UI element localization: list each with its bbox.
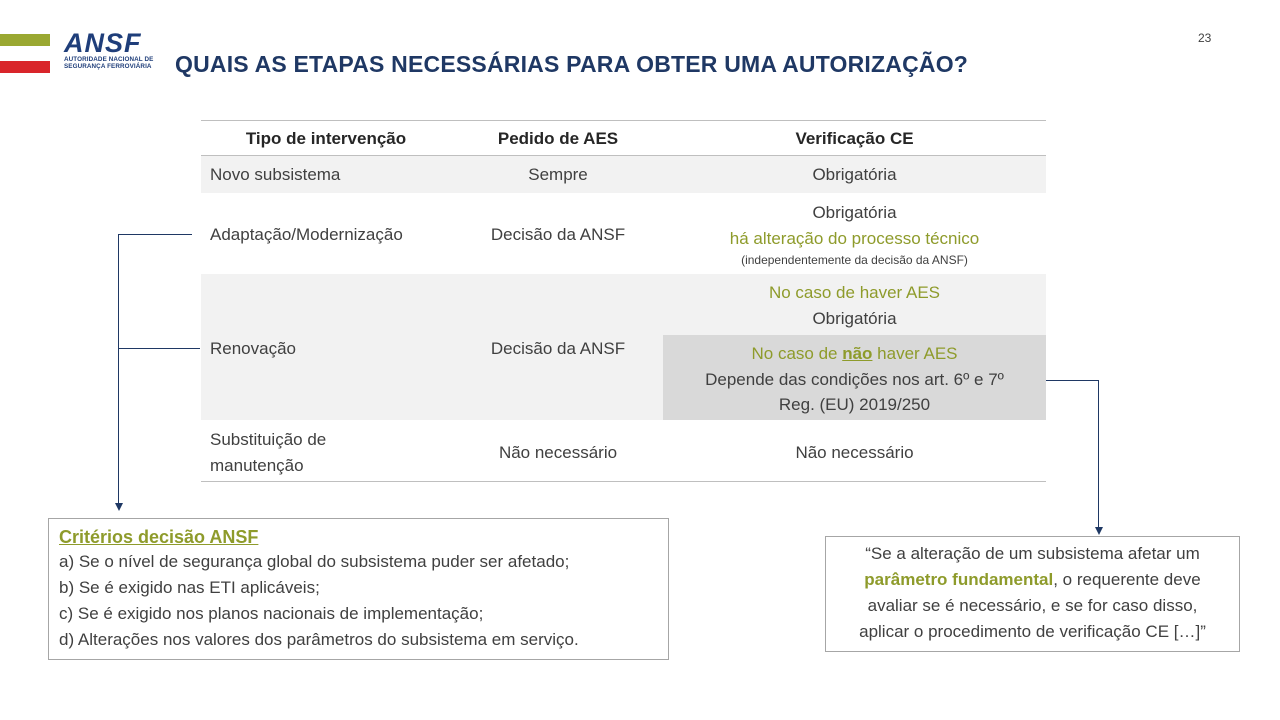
- connector-adaptacao: [118, 234, 192, 235]
- connector-right-vertical: [1098, 380, 1099, 528]
- connector-right-horizontal: [1046, 380, 1099, 381]
- cell-adaptacao-ce-1: Obrigatória: [812, 203, 897, 222]
- logo-subtitle-2: SEGURANÇA FERROVIÁRIA: [64, 63, 152, 70]
- cell-adaptacao-ce-note: (independentemente da decisão da ANSF): [741, 253, 968, 267]
- quote-line-4: aplicar o procedimento de verificação CE […]”: [859, 622, 1206, 641]
- cell-renovacao-ce-b-1: [663, 341, 1046, 366]
- cell-renovacao-type: Renovação: [210, 339, 297, 358]
- ce-b-pre: No caso de: [751, 344, 843, 363]
- arrow-down-right-icon: [1095, 527, 1103, 535]
- criteria-item: b) Se é exigido nas ETI aplicáveis;: [59, 578, 320, 597]
- cell-substituicao-type-1: Substituição de: [210, 430, 327, 449]
- header-tipo: Tipo de intervenção: [245, 129, 407, 148]
- cell-substituicao-ce: Não necessário: [795, 443, 914, 462]
- table-header-border: [201, 155, 1046, 156]
- cell-renovacao-ce-a-2: Obrigatória: [812, 309, 897, 328]
- cell-adaptacao-type: Adaptação/Modernização: [210, 225, 403, 244]
- cell-substituicao-type-2: manutenção: [210, 456, 304, 475]
- table-bottom-border: [201, 481, 1046, 482]
- quote-line-3: avaliar se é necessário, e se for caso disso,: [867, 596, 1198, 615]
- logo-mark: ANSF: [64, 28, 142, 58]
- logo-subtitle-1: AUTORIDADE NACIONAL DE: [64, 56, 154, 63]
- criteria-title: Critérios decisão ANSF: [59, 527, 259, 547]
- quote-line-2-rest: , o requerente deve: [1053, 570, 1201, 589]
- green-stripe: [0, 34, 50, 46]
- table-top-border: [201, 120, 1046, 121]
- page-number: 23: [1198, 31, 1212, 45]
- ce-b-post: haver AES: [872, 344, 958, 363]
- cell-renovacao-ce-a-1: No caso de haver AES: [768, 283, 941, 302]
- quote-line-1: “Se a alteração de um subsistema afetar um: [865, 544, 1200, 563]
- page-title: QUAIS AS ETAPAS NECESSÁRIAS PARA OBTER UMA AUTORIZAÇÃO?: [175, 51, 969, 77]
- quote-line-2: [832, 567, 1233, 593]
- criteria-item: a) Se o nível de segurança global do subsistema puder ser afetado;: [59, 552, 570, 571]
- criteria-box: [48, 518, 669, 660]
- cell-novo-ce: Obrigatória: [812, 165, 897, 184]
- header-aes: Pedido de AES: [497, 129, 619, 148]
- header-ce: Verificação CE: [795, 129, 914, 148]
- cell-substituicao-aes: Não necessário: [498, 443, 618, 462]
- red-stripe: [0, 61, 50, 73]
- connector-left-vertical: [118, 234, 119, 504]
- arrow-down-left-icon: [115, 503, 123, 511]
- criteria-item: c) Se é exigido nos planos nacionais de implementação;: [59, 604, 484, 623]
- connector-renovacao: [118, 348, 200, 349]
- cell-novo-type: Novo subsistema: [210, 165, 341, 184]
- quote-emphasis: parâmetro fundamental: [864, 570, 1054, 589]
- cell-novo-aes: Sempre: [528, 165, 588, 184]
- cell-renovacao-ce-b-2: Depende das condições nos art. 6º e 7º: [705, 370, 1004, 389]
- cell-renovacao-aes: Decisão da ANSF: [490, 339, 626, 358]
- cell-adaptacao-aes: Decisão da ANSF: [490, 225, 626, 244]
- cell-renovacao-ce-b-3: Reg. (EU) 2019/250: [778, 395, 931, 414]
- ce-b-emph: não: [842, 344, 873, 363]
- cell-adaptacao-ce-2: há alteração do processo técnico: [729, 229, 980, 248]
- intervention-table: [201, 120, 1046, 482]
- quote-box: [825, 536, 1240, 652]
- criteria-item: d) Alterações nos valores dos parâmetros do subsistema em serviço.: [59, 630, 579, 649]
- ansf-logo: [64, 30, 156, 78]
